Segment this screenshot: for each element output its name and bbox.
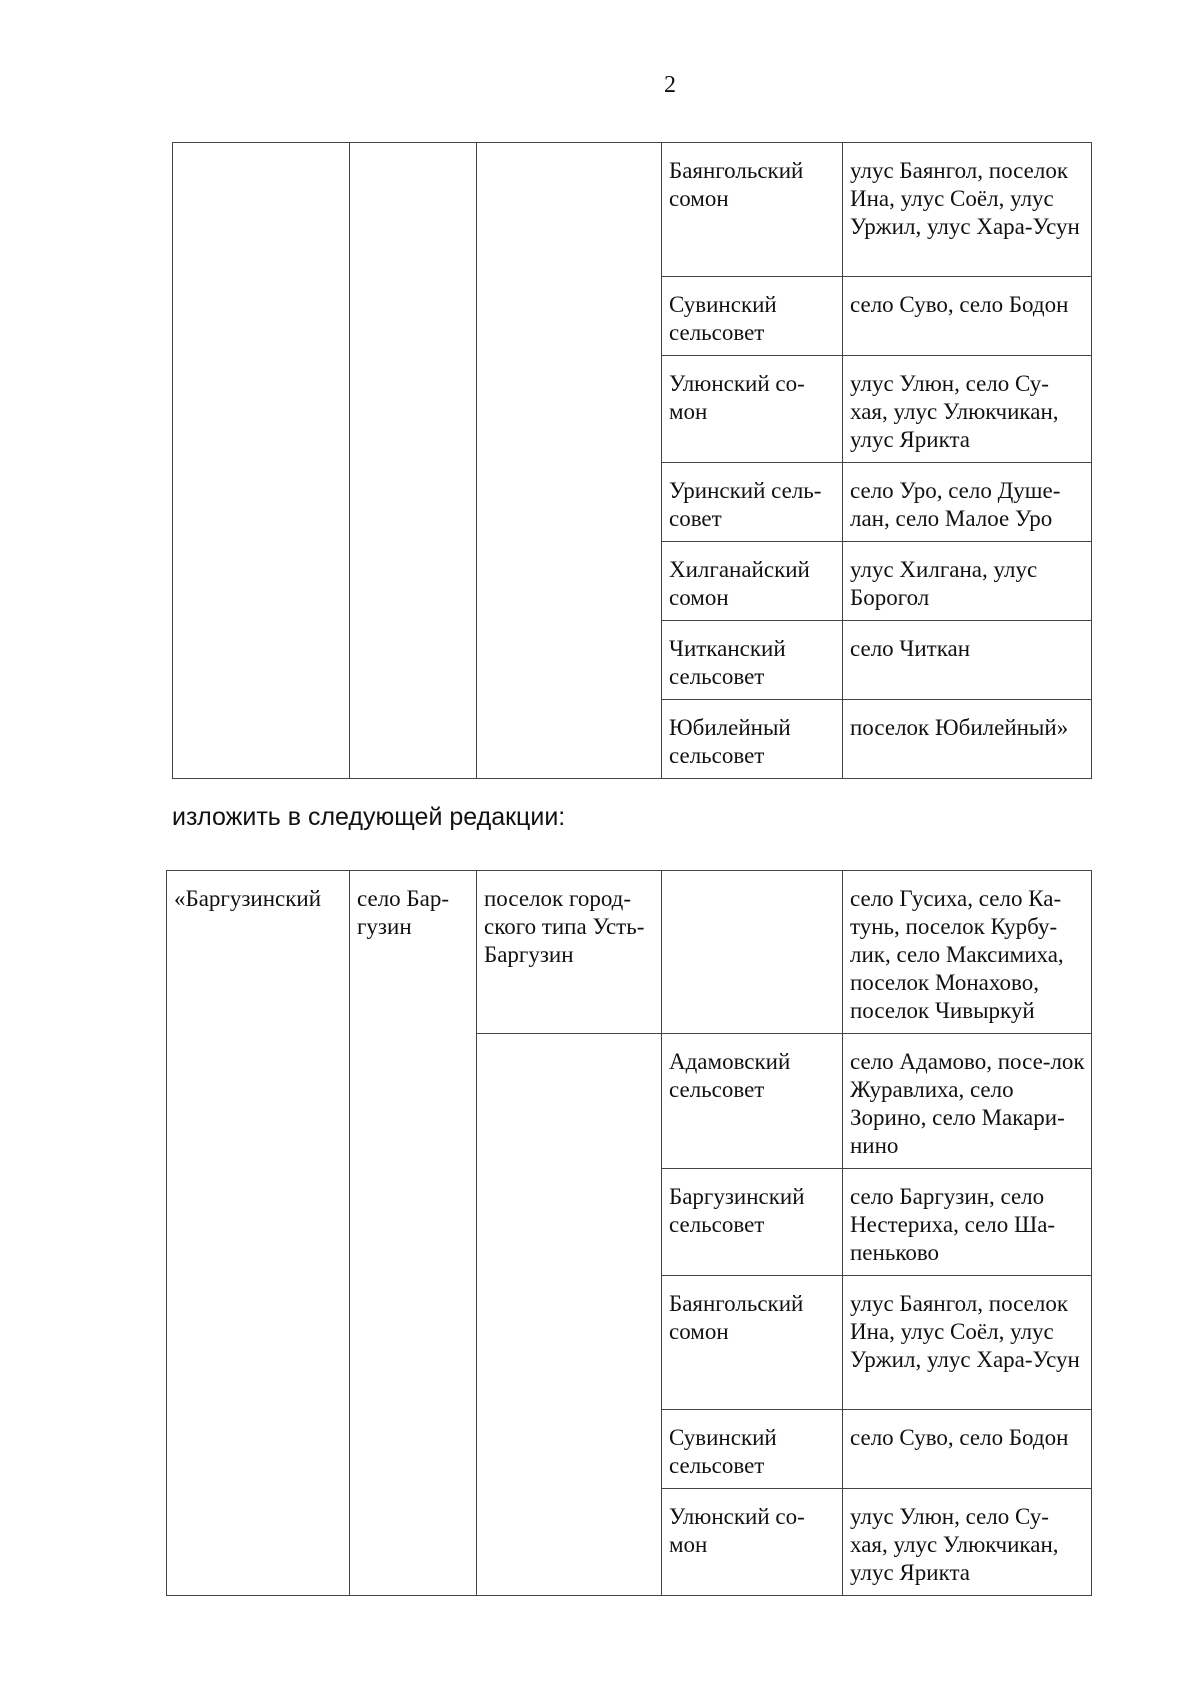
unit-cell: Улюнский со-мон (662, 1489, 843, 1596)
empty-cell (477, 1034, 662, 1596)
empty-cell (350, 143, 477, 779)
unit-cell: Баянгольский сомон (662, 1276, 843, 1410)
intro-text: изложить в следующей редакции: (172, 803, 566, 831)
settlements-cell: село Суво, село Бодон (843, 1410, 1092, 1489)
settlements-cell: улус Баянгол, поселок Ина, улус Соёл, улус Уржил, улус Хара-Усун (843, 1276, 1092, 1410)
settlements-cell: село Баргузин, село Нестериха, село Ша-пеньково (843, 1169, 1092, 1276)
urban-settlement-cell: поселок город-ского типа Усть-Баргузин (477, 871, 662, 1034)
unit-cell: Баянгольский сомон (662, 143, 843, 277)
unit-cell: Адамовский сельсовет (662, 1034, 843, 1169)
settlements-cell: улус Хилгана, улус Борогол (843, 542, 1092, 621)
page-number: 2 (664, 72, 676, 98)
settlements-cell: село Гусиха, село Ка-тунь, поселок Курбу-лик, село Максимиха, поселок Монахово, поселок Чивыркуй (843, 871, 1092, 1034)
center-cell: село Бар-гузин (350, 871, 477, 1596)
unit-cell: Сувинский сельсовет (662, 277, 843, 356)
empty-cell (173, 143, 350, 779)
unit-cell: Хилганайский сомон (662, 542, 843, 621)
table-old (172, 142, 1092, 779)
unit-cell: Сувинский сельсовет (662, 1410, 843, 1489)
unit-cell: Читканский сельсовет (662, 621, 843, 700)
table-row (173, 143, 1092, 277)
table-new (166, 870, 1092, 1596)
settlements-cell: село Уро, село Душе-лан, село Малое Уро (843, 463, 1092, 542)
settlements-cell: село Суво, село Бодон (843, 277, 1092, 356)
empty-cell (477, 143, 662, 779)
settlements-cell: село Адамово, посе-лок Журавлиха, село Зорино, село Макари-нино (843, 1034, 1092, 1169)
settlements-cell: улус Улюн, село Су-хая, улус Улюкчикан, улус Ярикта (843, 1489, 1092, 1596)
settlements-cell: улус Улюн, село Су-хая, улус Улюкчикан, улус Ярикта (843, 356, 1092, 463)
unit-cell: Улюнский со-мон (662, 356, 843, 463)
settlements-cell: село Читкан (843, 621, 1092, 700)
district-cell: «Баргузинский (167, 871, 350, 1596)
settlements-cell: улус Баянгол, поселок Ина, улус Соёл, улус Уржил, улус Хара-Усун (843, 143, 1092, 277)
settlements-cell: поселок Юбилейный» (843, 700, 1092, 779)
unit-cell: Баргузинский сельсовет (662, 1169, 843, 1276)
unit-cell: Юбилейный сельсовет (662, 700, 843, 779)
empty-cell (662, 871, 843, 1034)
table-row (167, 871, 1092, 1034)
unit-cell: Уринский сель-совет (662, 463, 843, 542)
